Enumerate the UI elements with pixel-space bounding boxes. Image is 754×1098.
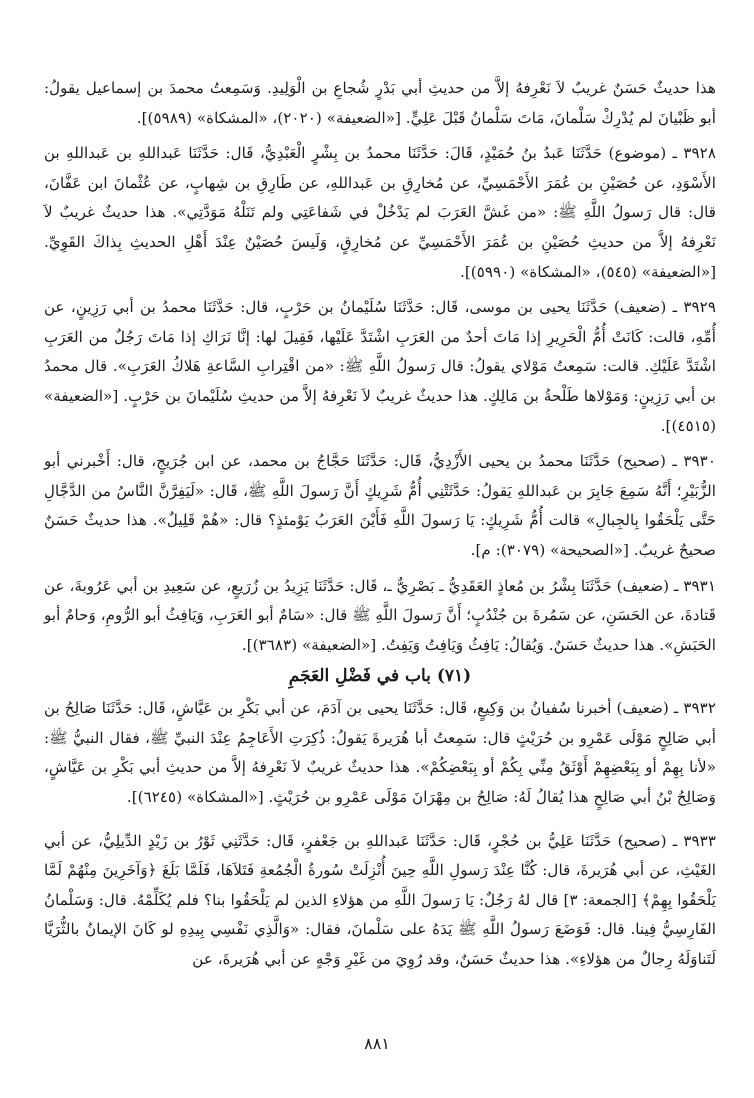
hadith-3932: ٣٩٣٢ ـ (ضعيف) أخبرنا سُفيانُ بن وَكِيعٍ، قَال: حَدَّثَنَا يحيى بن آدَمَ، عن أبي بَكْرِ بن عَيَّاشٍ، قَال: حَدَّثَنَا صَالِحُ بن أبي صَالِحٍ مَوْلَى عَمْرِو بن حُرَيْثٍ قال: سَمِعتُ أبا هُرَيرةَ يَقولُ: ذُكِرَتِ الأَعَاجِمُ عِنْدَ النبيِّ ﷺ، فقال النبيُّ ﷺ: «لأنا بِهِمْ أو بِبَعْضِهِمْ أَوْثَقُ مِنِّي بِكُمْ أو بِبَعْضِكُمْ». هذا حديثٌ غريبٌ لاَ نَعْرِفهُ إلاَّ من حديثِ أبي بَكْرِ بن عَيَّاشٍ، وَصَالِحُ بْنُ أبي صَالِحٍ هذا يُقالُ لَهُ: صَالِحُ بن مِهْرَانَ مَوْلَى عَمْرِو بن حُرَيْثٍ. [«المشكاة» (٦٢٤٥)]. [44,699,716,807]
hadith-3928: ٣٩٢٨ ـ (موضوع) حَدَّثَنَا عَبدُ بنُ حُمَيْدٍ، قَالَ: حَدَّثَنَا محمدُ بن بِشْرٍ الْعَبْدِيُّ، قَال: حَدَّثَنَا عَبداللهِ بن عَبداللهِ بن الأَسْوَدِ، عن حُصَيْنِ بن عُمَرَ الأَحْمَسِيِّ، عن مُخارِقِ بن عَبداللهِ، عن طَارِقِ بن شِهابٍ، عن عُثْمانَ ابن عَفَّانَ، قال: قال رَسولُ اللَّهِ ﷺ: «من غَشَّ العَرَبَ لم يَدْخُلْ في شَفاعَتِي ولم تَنَلْهُ مَوَدَّتِي». هذا حديثٌ غريبٌ لاَ نَعْرِفهُ إلاَّ من حديثِ حُصَيْنِ بن عُمَرَ الأَحْمَسِيِّ عن مُخارِقٍ، وَلَيسَ حُصَيْنٌ عِنْدَ أَهْلِ الحديثِ بِذاكَ القَوِيِّ. [«الضعيفة» (٥٤٥)، «المشكاة» (٥٩٩٠)]. [44,144,716,281]
hadith-3930: ٣٩٣٠ ـ (صحيح) حَدَّثَنَا محمدُ بن يحيى الأَزْدِيُّ، قَال: حَدَّثَنَا حَجَّاجُ بن محمد، عن ابن جُرَيجٍ، قال: أَخْبرني أبو الزُّبَيْرِ؛ أَنَّهُ سَمِعَ جَابِرَ بن عَبداللهِ يَقولُ: حَدَّثَتْنِي أُمُّ شَرِيكٍ أَنَّ رَسولَ اللَّهِ ﷺ، قَال: «لَيَفِرَّنَّ النَّاسُ من الدَّجَّالِ حَتَّى يَلْحَقُوا بِالجِبالِ» قالت أُمُّ شَرِيكٍ: يَا رَسولَ اللَّهِ فَأَيْنَ العَرَبُ يَوْمئذٍ؟ قال: «هُمْ قَلِيلٌ». هذا حديثٌ حَسَنٌ صحيحٌ غريبٌ. [«الصحيحة» (٣٠٧٩): م]. [44,452,716,559]
hadith-3933: ٣٩٣٣ ـ (صحيح) حَدَّثَنَا عَلِيُّ بن حُجْرٍ، قَال: حَدَّثَنَا عَبداللهِ بن جَعْفرٍ، قَال: حَدَّثَنِي ثَوْرُ بن زَيْدٍ الدِّيلِيُّ، عن أبي الغَيْثِ، عن أبي هُرَيرةَ، قال: كُنَّا عِنْدَ رَسولِ اللَّهِ حِينَ أُنْزِلَتْ سُورةُ الْجُمُعةِ فَتَلاَهَا، فَلَمَّا بَلَغَ ﴿وَآخَرِينَ مِنْهُمْ لَمَّا يَلْحَقُوا بِهِمْ﴾ [الجمعة: ٣] قال لهُ رَجُلٌ: يَا رَسولَ اللَّهِ من هؤلاءِ الذين لم يَلْحَقُوا بنا؟ فلم يُكَلِّمْهُ. قال: وَسَلْمانُ الفَارِسِيُّ فِينا. قال: فَوَضَعَ رَسولُ اللَّهِ ﷺ يَدَهُ على سَلْمانَ، فقال: «وَالَّذِي نَفْسِي بِيدِهِ لو كَانَ الإيمانُ بالثُّرَيَّا لَتَناوَلَهُ رِجالٌ من هؤلاءِ». هذا حديثٌ حَسَنٌ، وقد رُوِيَ من غَيْرِ وَجْهٍ عن أبي هُرَيرةَ، عن [44,831,717,969]
paragraph-continuation: هذا حديثٌ حَسَنٌ غريبٌ لاَ نَعْرِفهُ إلاَّ من حديثِ أبي بَدْرٍ شُجاعِ بن الْوَلِيدِ. وَسَمِعتُ محمدَ بن إسماعيل يقولُ: أبو ظَبْيانَ لم يُدْرِكْ سَلْمانَ، مَاتَ سَلْمانُ قَبْلَ عَلِيٍّ. [«الضعيفة» (٢٠٢٠)، «المشكاة» (٥٩٨٩)]. [44,79,716,127]
page-body [44,74,716,975]
chapter-heading: (٧١) باب في فَضْلِ العَجَمِ [288,666,472,687]
hadith-3929: ٣٩٢٩ ـ (ضعيف) حَدَّثَنَا يحيى بن موسى، قَال: حَدَّثَنَا سُلَيْمانُ بن حَرْبٍ، قال: حَدَّثَنَا محمدُ بن أبي رَزِينٍ، عن أُمِّهِ، قالت: كَانَتْ أُمُّ الْحَرِيرِ إذا مَاتَ أحدٌ من العَرَبِ اشْتَدَّ عَلَيْها، فَقِيلَ لها: إنَّا نَرَاكِ إذا مَاتَ رَجُلٌ من العَرَبِ اشْتَدَّ عَلَيْكِ. قالت: سَمِعتُ مَوْلاي يقولُ: قال رَسولُ اللَّهِ ﷺ: «من اقْتِرابِ السَّاعةِ هَلاكُ العَرَبِ». قال محمدُ بن أبي رَزِينٍ: وَمَوْلاها طَلْحةُ بن مَالِكٍ. هذا حديثٌ غريبٌ لاَ نَعْرِفهُ إلاَّ من حديثِ سُلَيْمانَ بن حَرْبٍ. [«الضعيفة» (٤٥١٥)]. [44,298,716,435]
hadith-3931: ٣٩٣١ ـ (ضعيف) حَدَّثَنَا بِشْرُ بن مُعاذٍ العَقَدِيُّ ـ بَصْرِيٌّ ـ، قَال: حَدَّثَنَا يَزِيدُ بن زُرَيعٍ، عن سَعِيدِ بن أبي عَرُوبةَ، عن قَتادةَ، عن الحَسَنِ، عن سَمُرةَ بن جُنْدُبٍ؛ أَنَّ رَسولَ اللَّهِ ﷺ قال: «سَامٌ أبو العَرَبِ، وَيَافِثُ أبو الرُّومِ، وَحامٌ أبو الحَبَشِ». هذا حديثٌ حَسَنٌ. وَيُقالُ: يَافِثُ وَيَافِتُ وَيَفِتُ. [«الضعيفة» (٣٦٨٣)]. [44,576,716,654]
page-number: ٨٨١ [364,1034,390,1053]
